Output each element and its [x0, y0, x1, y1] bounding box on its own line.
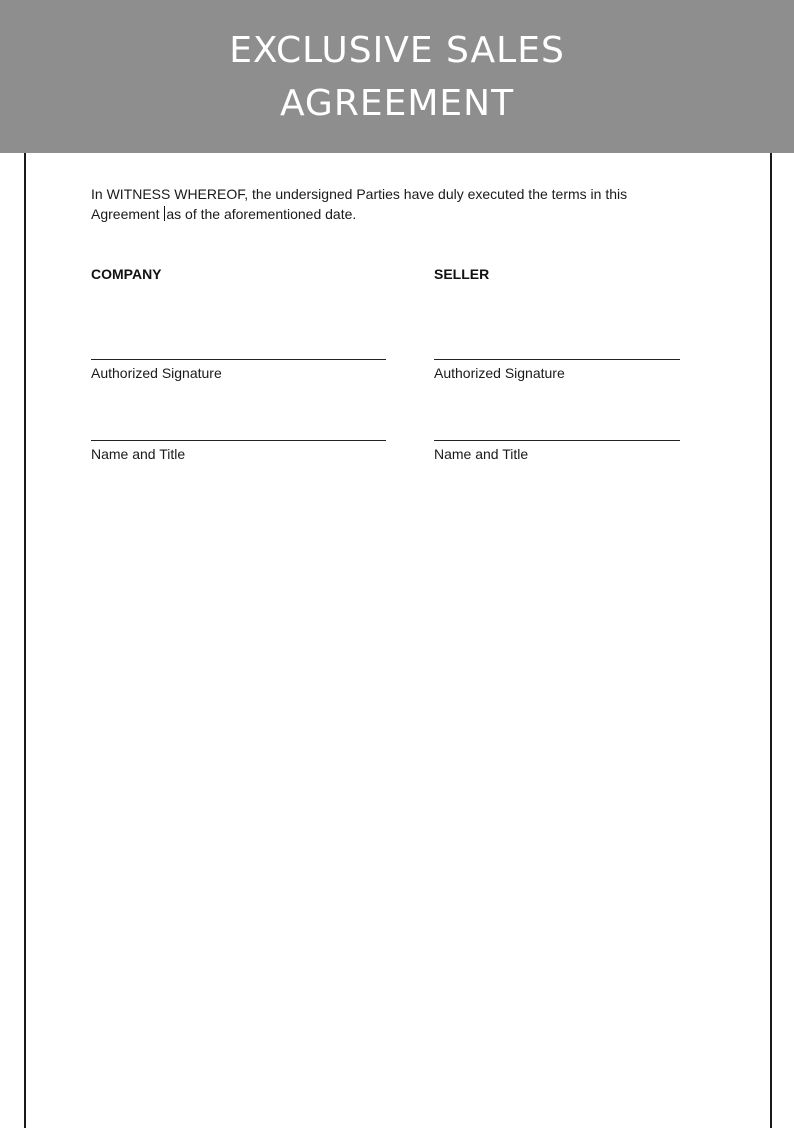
seller-signature-label: Authorized Signature — [434, 365, 565, 381]
seller-name-title-line[interactable] — [434, 440, 680, 441]
seller-heading: SELLER — [434, 266, 490, 282]
witness-paragraph[interactable] — [91, 184, 691, 224]
title-banner — [0, 0, 794, 153]
witness-line-1: In WITNESS WHEREOF, the undersigned Parties have duly executed the terms in this — [91, 186, 628, 202]
witness-line-2-start: Agreement — [91, 206, 164, 222]
seller-signature-line[interactable] — [434, 359, 680, 360]
company-signature-block — [91, 264, 386, 462]
banner-title-line-2: AGREEMENT — [279, 82, 515, 124]
company-name-title-label: Name and Title — [91, 446, 186, 462]
banner-title-line-1: EXCLUSIVE SALES — [229, 29, 565, 71]
company-name-title-line[interactable] — [91, 440, 386, 441]
company-signature-line[interactable] — [91, 359, 386, 360]
witness-line-2-end: as of the aforementioned date. — [166, 206, 357, 222]
seller-signature-block — [434, 264, 680, 462]
company-signature-label: Authorized Signature — [91, 365, 222, 381]
document-page[interactable] — [24, 153, 772, 1128]
company-heading: COMPANY — [91, 266, 162, 282]
seller-name-title-label: Name and Title — [434, 446, 529, 462]
